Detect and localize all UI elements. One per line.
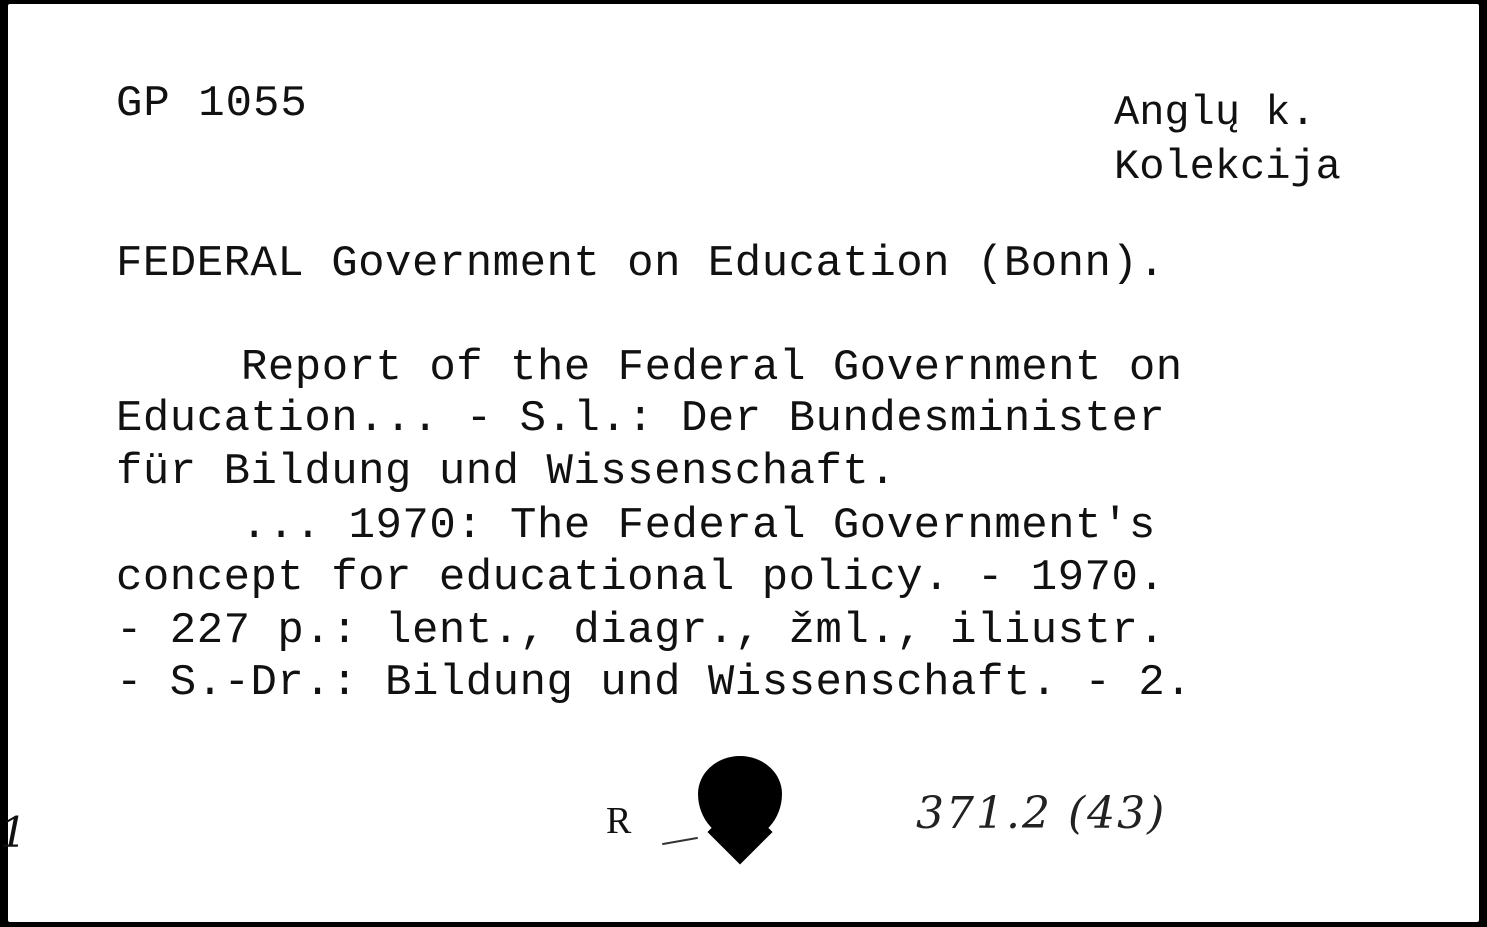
body-line: Report of the Federal Government on <box>241 343 1183 393</box>
language-label: Anglų k. <box>1114 89 1316 137</box>
punch-hole <box>698 756 782 840</box>
pencil-dash <box>662 837 698 845</box>
r-mark: R <box>606 800 632 842</box>
call-number: GP 1055 <box>116 79 308 129</box>
card-heading: FEDERAL Government on Education (Bonn). <box>116 239 1166 289</box>
collection-label: Kolekcija <box>1114 143 1341 191</box>
body-line: - 227 p.: lent., diagr., žml., iliustr. <box>116 606 1166 656</box>
body-line: concept for educational policy. - 1970. <box>116 553 1166 603</box>
handwritten-classification: 371.2 (43) <box>916 788 1167 839</box>
body-line: Education... - S.l.: Der Bundesminister <box>116 394 1166 444</box>
catalog-card <box>8 4 1479 922</box>
body-line: ... 1970: The Federal Government's <box>241 501 1156 551</box>
body-line: für Bildung und Wissenschaft. <box>116 447 897 497</box>
body-line: - S.-Dr.: Bildung und Wissenschaft. - 2. <box>116 658 1193 708</box>
edge-mark: 1 <box>0 808 27 857</box>
